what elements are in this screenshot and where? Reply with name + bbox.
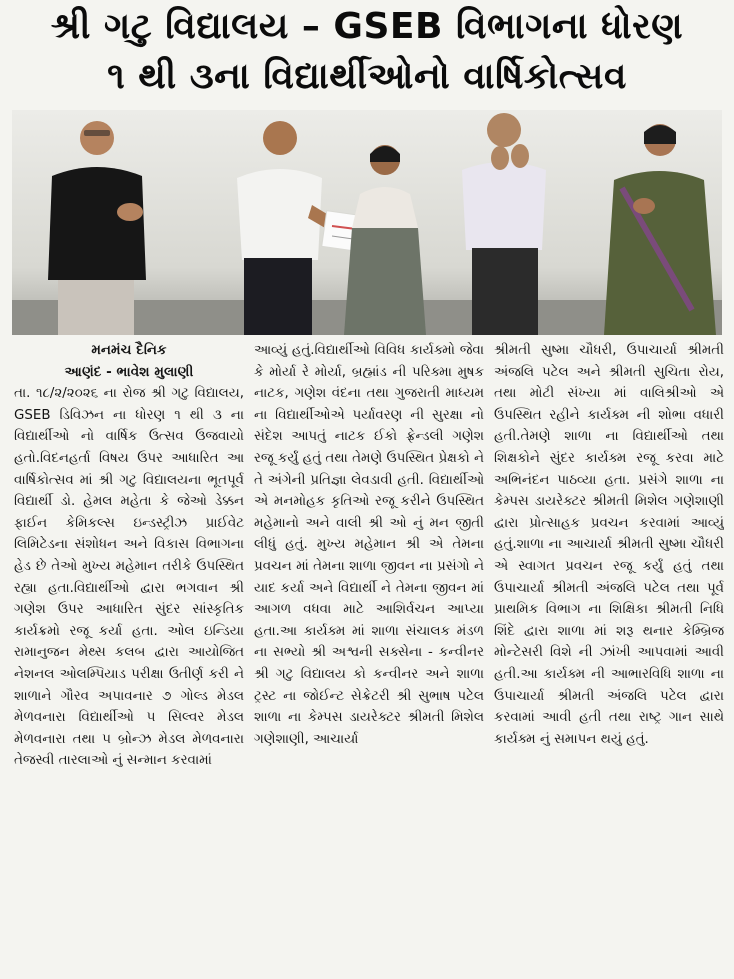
headline (0, 0, 734, 106)
article-column-3-text: શ્રીમતી સુષ્મા ચૌધરી, ઉપાચાર્યા શ્રીમતી અંજલિ પટેલ અને શ્રીમતી સુચિતા રોય, તથા મોટી સંખ્યા માં વાલિશ્રીઓ એ ઉપસ્થિત રહીને કાર્યક્મ ની શોભા વધારી હતી.તેમણે શાળા ના વિદ્યાર્થીઓ તથા શિક્ષકોને સુંદર કાર્યક્મ રજૂ કરવા માટે અભિનંદન પાઠવ્યા હતા. પ્રસંગે શાળા ના કેમ્પસ ડાયરેક્ટર શ્રીમતી મિશેલ ગણેશાણી દ્વારા પ્રોત્સાહક પ્રવચન કરવામાં આવ્યું હતું.શાળા ના આચાર્યા શ્રીમતી સુષ્મા ચૌધરી એ સ્વાગત પ્રવચન રજૂ કર્યું હતું તથા ઉપાચાર્યા શ્રીમતી અંજલિ પટેલ તથા પૂર્વ પ્રાથમિક વિભાગ ના શિક્ષિકા શ્રીમતી નિધિ શિંદે દ્વારા શાળા માં શરૂ થનાર કેમ્બ્રિજ મોન્ટેસરી વિશે ની ઝાંખી આપવામાં આવી હતી.આ કાર્યક્મ ની આભારવિધિ શાળા ના ઉપાચાર્યા શ્રીમતી અંજલિ પટેલ દ્વારા કરવામાં આવી હતી તથા રાષ્ટ્ર ગાન સાથે કાર્યક્મ નું સમાપન થયું હતું. (494, 343, 724, 747)
byline-source: મનમંચ દૈનિક (91, 342, 167, 358)
person-3-figure (344, 145, 426, 335)
person-5-figure (604, 124, 716, 335)
event-photo-illustration (12, 110, 722, 335)
article-column-1 (14, 340, 244, 979)
article-column-2 (254, 340, 484, 979)
headline-line-1: શ્રી ગટુ વિદ્યાલય – GSEB વિભાગના ધોરણ (50, 6, 684, 47)
event-photo (12, 110, 722, 335)
article-column-3 (494, 340, 724, 979)
article-body (14, 340, 724, 979)
person-1-figure (48, 121, 146, 335)
headline-line-2: ૧ થી ૩ના વિદ્યાર્થીઓનો વાર્ષિકોત્સવ (107, 56, 627, 97)
person-4-figure (462, 113, 546, 335)
article-column-1-text: તા. ૧૮/૨/૨૦૨૬ ના રોજ શ્રી ગટુ વિદ્યાલય, GSEB ડિવિઝન ના ધોરણ ૧ થી ૩ ના વિદ્યાર્થીઓ નો વાર્ષિક ઉત્સવ ઉજવાયો હતો.વિદનહર્તા વિષય ઉપર આધારિત આ વાર્ષિકોત્સવ માં શ્રી ગટુ વિદ્યાલયના ભૂતપૂર્વ વિદ્યાર્થી ડો. હેમલ મહેતા કે જેઓ ડેક્કન ફાઈન કેમિકલ્સ ઇન્ડસ્ટ્રીઝ પ્રાઈવેટ લિમિટેડના સંશોધન અને વિકાસ વિભાગના હેડ છે તેઓ મુખ્ય મહેમાન તરીકે ઉપસ્થિત રહ્યા હતા.વિદ્યાર્થીઓ દ્વારા ભગવાન શ્રી ગણેશ ઉપર આધારિત સુંદર સાંસ્કૃતિક કાર્યક્રમો રજૂ કર્યા હતા. ઓલ ઇન્ડિયા રામાનુજન મેથ્સ કલબ દ્વારા આયોજિત નેશનલ ઓલમ્પિયાડ પરીક્ષા ઉતીર્ણ કરી ને શાળાને ગૌરવ અપાવનાર ૭ ગોલ્ડ મેડલ મેળવનારા વિદ્યાર્થીઓ ૫ સિલ્વર મેડલ મેળવનારા તથા ૫ બ્રોન્ઝ મેડલ મેળવનારા તેજસ્વી તારલાઓ નું સન્માન કરવામાં (14, 386, 244, 769)
article-column-2-text: આવ્યું હતું.વિદ્યાર્થીઓ વિવિધ કાર્યક્મો જેવા કે મોર્યા રે મોર્યા, બ્રહ્માંડ ની પરિક્મા મુષક નાટક, ગણેશ વંદના તથા ગુજરાતી માધ્યમ ના વિદ્યાર્થીઓએ પર્યાવરણ ની સુરક્ષા નો સંદેશ આપતું નાટક ઈકો ફ્રેન્ડલી ગણેશ રજૂ કર્યું હતું તથા તેમણે ઉપસ્થિત પ્રેક્ષકો ને તે અંગેની પ્રતિજ્ઞા લેવડાવી હતી. વિદ્યાર્થીઓ એ મનમોહક કૃતિઓ રજૂ કરીને ઉપસ્થિત મહેમાનો અને વાલી શ્રી ઓ નું મન જીતી લીધું હતું. મુખ્ય મહેમાન શ્રી એ તેમના પ્રવચન માં તેમના શાળા જીવન ના પ્રસંગો ને યાદ કર્યા અને વિદ્યાર્થી ને તેમના જીવન માં આગળ વધવા માટે આશિર્વચન આપ્યા હતા.આ કાર્યક્મ માં શાળા સંચાલક મંડળ ના સભ્યો શ્રી અશ્વની સક્સેના - કન્વીનર શ્રી ગટુ વિદ્યાલય કો કન્વીનર અને શાળા ટ્રસ્ટ ના જોઈન્ટ સેક્રેટરી શ્રી સુભાષ પટેલ શાળા ના કેમ્પસ ડાયરેક્ટર શ્રીમતી મિશેલ ગણેશાણી, આચાર્યા (254, 343, 484, 747)
byline-reporter: આણંદ - ભાવેશ મુલાણી (64, 363, 194, 380)
